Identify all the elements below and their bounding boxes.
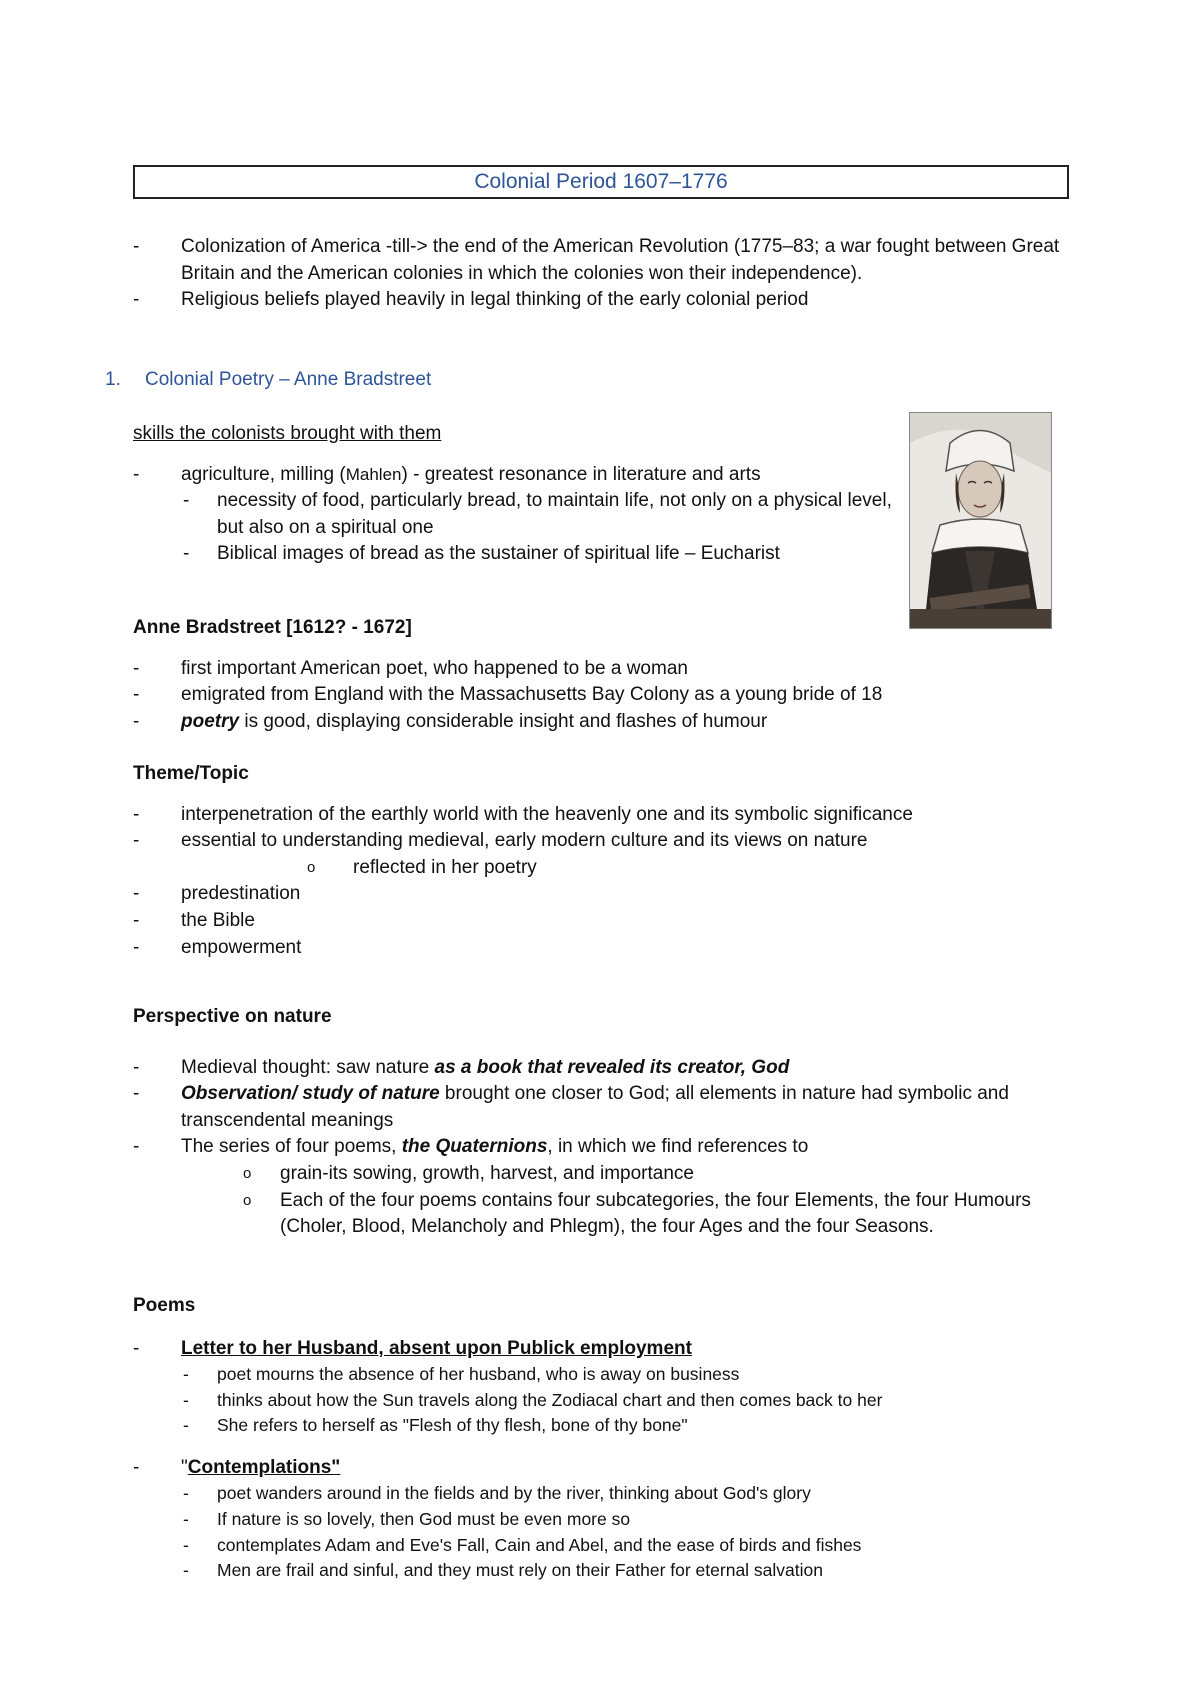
dash-bullet: - [133, 1136, 140, 1158]
dash-bullet: - [133, 803, 140, 825]
intro-list [133, 234, 1073, 314]
poem-quote-mark: " [181, 1456, 188, 1478]
skills-heading: skills the colonists brought with them [133, 423, 442, 444]
list-item-text: poet mourns the absence of her husband, who is away on business [217, 1364, 740, 1385]
section-number: 1. [105, 369, 121, 390]
list-item-text: poet wanders around in the fields and by the river, thinking about God's glory [217, 1483, 811, 1504]
dash-bullet: - [133, 830, 140, 852]
list-item-text: predestination [181, 883, 301, 905]
bio-heading: Anne Bradstreet [1612? - 1672] [133, 617, 412, 638]
list-item [133, 1134, 1073, 1161]
circle-bullet: o [307, 858, 316, 876]
dash-bullet: - [183, 543, 190, 565]
sub-list-item [133, 1533, 1073, 1559]
list-item-text: thinks about how the Sun travels along the Zodiacal chart and then comes back to her [217, 1389, 883, 1410]
skills-main-before: agriculture, milling ( [181, 463, 346, 485]
sub-list-item [133, 1413, 1073, 1439]
skills-block [133, 421, 893, 568]
list-item-text: emigrated from England with the Massachusetts Bay Colony as a young bride of 18 [181, 684, 883, 706]
sub-list-item [133, 1188, 1073, 1241]
list-item [133, 1081, 1073, 1134]
list-item-text: Men are frail and sinful, and they must rely on their Father for eternal salvation [217, 1560, 823, 1581]
dash-bullet: - [183, 1560, 189, 1581]
dash-bullet: - [133, 289, 140, 311]
list-item-text: empowerment [181, 936, 302, 958]
dash-bullet: - [183, 1415, 189, 1436]
dash-bullet: - [133, 936, 140, 958]
dash-bullet: - [133, 657, 140, 679]
list-item-text: Each of the four poems contains four subcategories, the four Elements, the four Humours (Choler, Blood, Melancholy and Phlegm), the four Ages and the four Seasons. [280, 1189, 1031, 1238]
list-item-text: She refers to herself as "Flesh of thy flesh, bone of thy bone" [217, 1415, 688, 1436]
list-item-text: Medieval thought: saw nature [181, 1056, 435, 1078]
dash-bullet: - [133, 909, 140, 931]
dash-bullet: - [133, 463, 140, 485]
list-item [133, 1055, 1073, 1082]
bio-block [133, 615, 1073, 735]
list-item [133, 802, 1073, 829]
theme-block [133, 761, 1073, 961]
sub-list-item [133, 488, 893, 541]
page-title: Colonial Period 1607–1776 [133, 165, 1069, 199]
dash-bullet: - [133, 1337, 140, 1359]
bold-phrase: Observation/ study of nature [181, 1083, 440, 1105]
dash-bullet: - [133, 1083, 140, 1105]
sub-list-item [133, 1161, 1073, 1188]
dash-bullet: - [133, 1056, 140, 1078]
sub-list-item [133, 1362, 1073, 1388]
bold-phrase: the Quaternions [401, 1136, 548, 1158]
sub-list-item [133, 1481, 1073, 1507]
list-item [133, 881, 1073, 908]
skills-main-after: ) - greatest resonance in literature and arts [401, 463, 761, 485]
list-item [133, 287, 1073, 314]
list-item [133, 709, 1073, 736]
nature-heading: Perspective on nature [133, 1006, 332, 1027]
list-item [133, 462, 893, 489]
dash-bullet: - [133, 1456, 140, 1478]
list-item-text: If nature is so lovely, then God must be even more so [217, 1508, 631, 1529]
skills-main-word: Mahlen [345, 464, 402, 484]
dash-bullet: - [133, 236, 140, 257]
poem-title-item [133, 1455, 1073, 1482]
dash-bullet: - [183, 1364, 189, 1385]
sub-list-item [133, 1507, 1073, 1533]
poems-block [133, 1293, 1073, 1584]
list-item [133, 682, 1073, 709]
list-item-text: essential to understanding medieval, early modern culture and its views on nature [181, 830, 868, 852]
dash-bullet: - [133, 684, 140, 706]
anne-bradstreet-portrait [909, 412, 1052, 629]
poem-title-item [133, 1336, 1073, 1363]
list-item-text: Biblical images of bread as the sustainer of spiritual life – Eucharist [217, 543, 780, 565]
list-item-text: , in which we find references to [547, 1136, 809, 1158]
list-item-text: contemplates Adam and Eve's Fall, Cain and Abel, and the ease of birds and fishes [217, 1534, 862, 1555]
list-item-text: reflected in her poetry [353, 856, 537, 878]
list-item-text: the Bible [181, 909, 255, 931]
list-item-text: Colonization of America -till-> the end of the American Revolution (1775–83; a war fought between Great Britain and the American colonies in which the colonies won their independence). [181, 236, 1060, 284]
list-item-text: brought one closer to God; all elements in nature had symbolic and transcendental meanings [181, 1083, 1009, 1131]
sub-list-item [133, 541, 893, 568]
sub-list-item [133, 855, 1073, 882]
section-title: Colonial Poetry – Anne Bradstreet [145, 369, 432, 390]
list-item-text: first important American poet, who happened to be a woman [181, 657, 688, 679]
theme-heading: Theme/Topic [133, 763, 249, 784]
portrait-illustration [910, 413, 1051, 628]
dash-bullet: - [183, 1389, 189, 1410]
bold-term: poetry [181, 710, 240, 732]
poems-heading: Poems [133, 1295, 196, 1316]
list-item-text: interpenetration of the earthly world with the heavenly one and its symbolic significance [181, 803, 913, 825]
list-item [133, 908, 1073, 935]
list-item-text: necessity of food, particularly bread, to maintain life, not only on a physical level, but also on a spiritual one [217, 490, 892, 538]
dash-bullet: - [183, 1534, 189, 1555]
dash-bullet: - [133, 883, 140, 905]
dash-bullet: - [183, 1508, 189, 1529]
section-heading [105, 367, 431, 394]
dash-bullet: - [183, 490, 190, 512]
poem-title: Contemplations" [187, 1456, 341, 1478]
list-item-text: grain-its sowing, growth, harvest, and importance [280, 1162, 694, 1184]
list-item [133, 828, 1073, 855]
list-item [133, 935, 1073, 962]
list-item-text: The series of four poems, [181, 1136, 402, 1158]
list-item [133, 234, 1073, 287]
bold-phrase: as a book that revealed its creator, God [434, 1056, 790, 1078]
list-item-text: Religious beliefs played heavily in legal thinking of the early colonial period [181, 289, 809, 311]
circle-bullet: o [243, 1164, 252, 1182]
sub-list-item [133, 1558, 1073, 1584]
poem-title: Letter to her Husband, absent upon Publick employment [181, 1337, 692, 1359]
circle-bullet: o [243, 1191, 252, 1209]
dash-bullet: - [133, 710, 140, 732]
nature-block [133, 1004, 1073, 1241]
sub-list-item [133, 1388, 1073, 1414]
dash-bullet: - [183, 1483, 189, 1504]
list-item-text: is good, displaying considerable insight and flashes of humour [239, 710, 768, 732]
list-item [133, 656, 1073, 683]
